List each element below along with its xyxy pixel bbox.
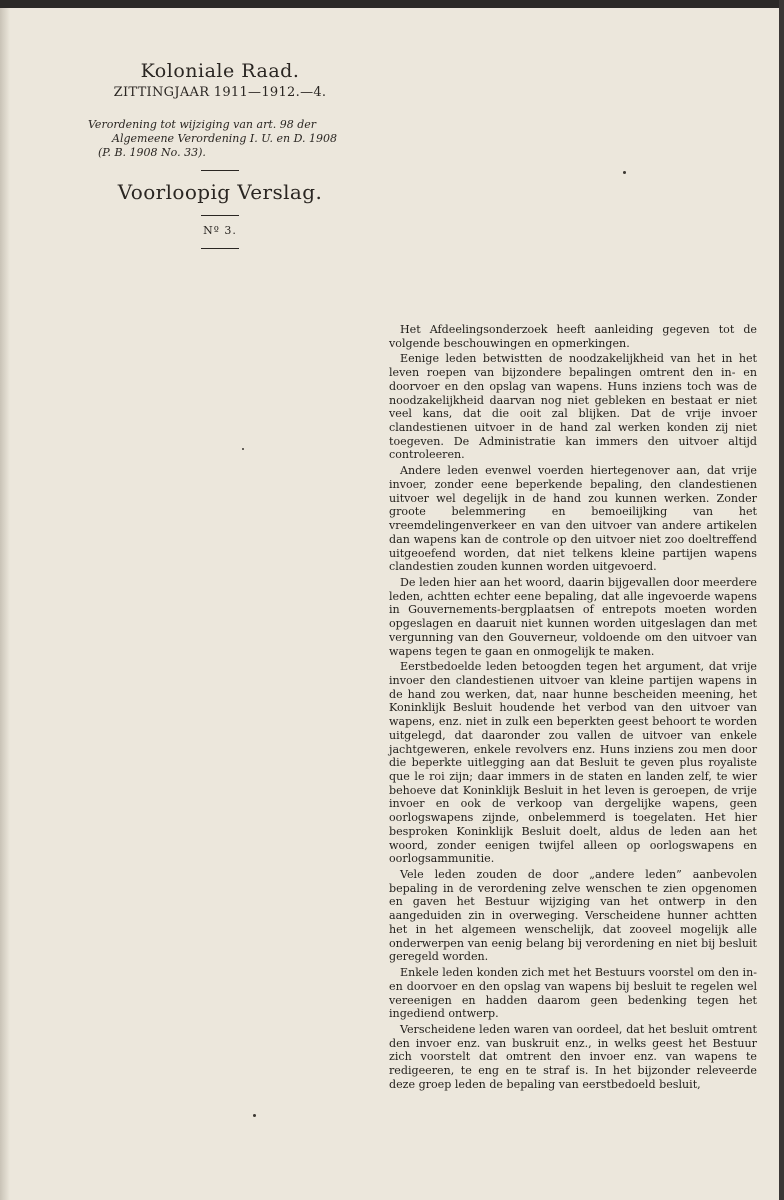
session-year: ZITTINGJAAR 1911—1912.—4. (113, 85, 327, 100)
page-gutter-shadow (0, 8, 10, 1200)
body-paragraph: Vele leden zouden de door „andere leden” aanbevolen bepaling in de verordening zelve wenschen te zien opgenomen en gaven het Bestuur wijziging van het ontwerp in den aangeduiden zin in overweging. Verscheidene hunner achtten het in het algemeen wenschelijk, dat zooveel mogelijk alle onderwerpen van eenig belang bij verordening en niet bij besluit geregeld worden. (389, 868, 757, 964)
body-paragraph: De leden hier aan het woord, daarin bijgevallen door meerdere leden, achtten echter eene bepaling, dat alle ingevoerde wapens in Gouvernements-bergplaatsen of entrepots moeten worden opgeslagen en daaruit niet kunnen worden uitgeslagen dan met vergunning van den Gouverneur, voldoende om den uitvoer van wapens tegen te gaan en onmogelijk te maken. (389, 575, 757, 658)
scan-top-border (0, 0, 784, 8)
council-title: Koloniale Raad. (140, 60, 300, 82)
body-paragraph: Verscheidene leden waren van oordeel, dat het besluit omtrent den invoer enz. van buskruit enz., in welks geest het Bestuur zich voorstelt dat omtrent den invoer enz. van wapens te redigeeren, te eng en te straf is. In het bijzonder releveerde deze groep leden de bepaling van eerstbedoeld besluit, (389, 1022, 757, 1091)
body-paragraph: Andere leden evenwel voerden hiertegenover aan, dat vrije invoer, zonder eene beperkende bepaling, den clandestienen uitvoer wel degelijk in de hand zou kunnen werken. Zonder groote belemmering en bemoeilijking van het vreemdelingenverkeer en van den uitvoer van andere artikelen dan wapens kan de controle op den uitvoer niet zoo doeltreffend uitgeoefend worden, dat niet telkens kleine partijen wapens clandestien zouden kunnen worden uitgevoerd. (389, 464, 757, 574)
subject-line: (P. B. 1908 No. 33). (98, 146, 206, 159)
document-header (70, 58, 370, 257)
body-paragraph: Enkele leden konden zich met het Bestuurs voorstel om den in- en doorvoer en den opslag van wapens bij besluit te regelen wel vereenigen en hadden daarom geen bedenking tegen het ingediend ontwerp. (389, 966, 757, 1021)
report-title: Voorloopig Verslag. (117, 180, 323, 204)
paper-speck (253, 1114, 256, 1117)
body-paragraph: Het Afdeelingsonderzoek heeft aanleiding gegeven tot de volgende beschouwingen en opmerkingen. (389, 323, 757, 350)
body-paragraph: Eerstbedoelde leden betoogden tegen het argument, dat vrije invoer den clandestienen uitvoer van kleine partijen wapens in de hand zou werken, dat, naar hunne bescheiden meening, het Koninklijk Besluit houdende het verbod van den uitvoer van wapens, enz. niet in zulk een beperkten geest behoort te worden uitgelegd, dat daaronder zou vallen de uitvoer van enkele jachtgeweren, enkele revolvers enz. Huns inziens zou men door die beperkte uitlegging aan dat Besluit te geven plus royaliste que le roi zijn; daar immers in de staten en landen zelf, te wier behoeve dat Koninklijk Besluit in het leven is geroepen, de vrije invoer en ook de verkoop van dergelijke wapens, geen oorlogswapens zijnde, onbelemmerd is toegelaten. Het hier besproken Koninklijk Besluit doelt, aldus de leden aan het woord, zonder eenigen twijfel alleen op oorlogswapens en oorlogsammunitie. (389, 660, 757, 866)
document-number: Nº 3. (203, 224, 237, 237)
report-body (389, 323, 757, 1094)
scan-right-border (779, 0, 784, 1200)
body-paragraph: Eenige leden betwistten de noodzakelijkheid van het in het leven roepen van bijzondere bepalingen omtrent den in- en doorvoer en den opslag van wapens. Huns inziens toch was de noodzakelijkheid daarvan nog niet gebleken en bestaat er niet veel kans, dat die ooit zal blijken. Dat de vrije invoer clandestienen uitvoer in de hand zal werken konden zij niet toegeven. De Administratie kan immers den uitvoer altijd controleeren. (389, 352, 757, 462)
paper-speck (242, 448, 244, 450)
header-divider (201, 248, 239, 249)
subject-line: Algemeene Verordening I. U. en D. 1908 (112, 132, 338, 145)
ordinance-subject (70, 118, 370, 160)
header-divider (201, 215, 239, 216)
paper-speck (623, 171, 626, 174)
header-divider (201, 170, 239, 171)
subject-line: Verordening tot wijziging van art. 98 der (88, 118, 317, 131)
